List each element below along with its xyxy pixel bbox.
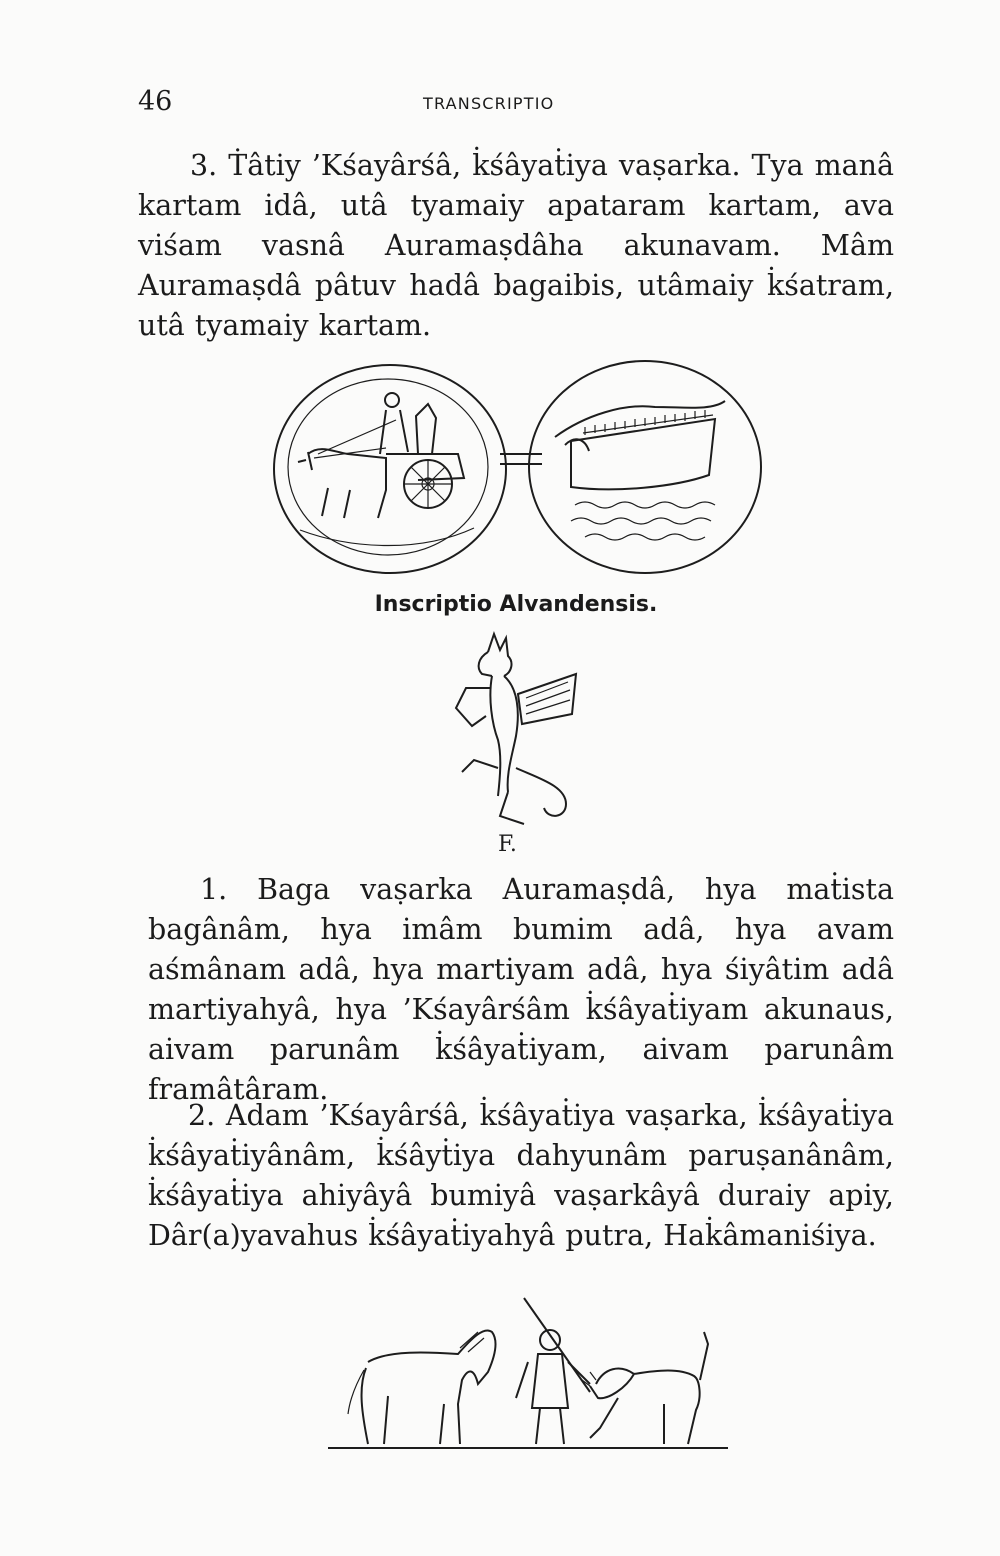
- figure-caption: Inscriptio Alvandensis.: [374, 592, 658, 617]
- ship-coin-icon: [515, 355, 765, 587]
- running-head: TRANSCRIPTIO: [423, 94, 555, 113]
- hunter-frieze-icon: [328, 1288, 728, 1460]
- section-letter: F.: [498, 832, 517, 857]
- paragraph-f1: 1. Baga vaṣarka Auramaṣdâ, hya maṫista bagânâm, hya imâm bumim adâ, hya avam aśmânam adâ, hya martiyam adâ, hya śiyâtim adâ martiyahyâ, hya ’Kśayârśâm k̇śâyaṫiyam akunaus, aivam parunâm k̇śâyaṫiyam, aivam parunâm framâtâram.: [148, 873, 894, 1106]
- paragraph-3: 3. Ṫâtiy ’Kśayârśâ, k̇śâyaṫiya vaṣarka. Tya manâ kartam idâ, utâ tyamaiy apataram kartam, ava viśam vasnâ Auramaṣdâha akunavam. Mâm Auramaṣdâ pâtuv hadâ bagaibis, utâmaiy k̇śatram, utâ tyamaiy kartam.: [138, 149, 894, 342]
- chariot-coin-icon: [268, 358, 518, 580]
- page-header: [138, 86, 893, 126]
- paragraph-f2: 2. Adam ’Kśayârśâ, k̇śâyaṫiya vaṣarka, k̇śâyaṫiya k̇śâyaṫiyânâm, k̇śâyṫiya dahyunâm paruṣanânâm, k̇śâyaṫiya ahiyâyâ bumiyâ vaṣarkâyâ duraiy apiy, Dâr(a)yavahus k̇śâyaṫiyahyâ putra, Hak̇âmaniśiya.: [148, 1099, 894, 1252]
- page-number: 46: [138, 86, 173, 117]
- winged-griffin-icon: [448, 628, 588, 834]
- coin-connector: [498, 446, 544, 472]
